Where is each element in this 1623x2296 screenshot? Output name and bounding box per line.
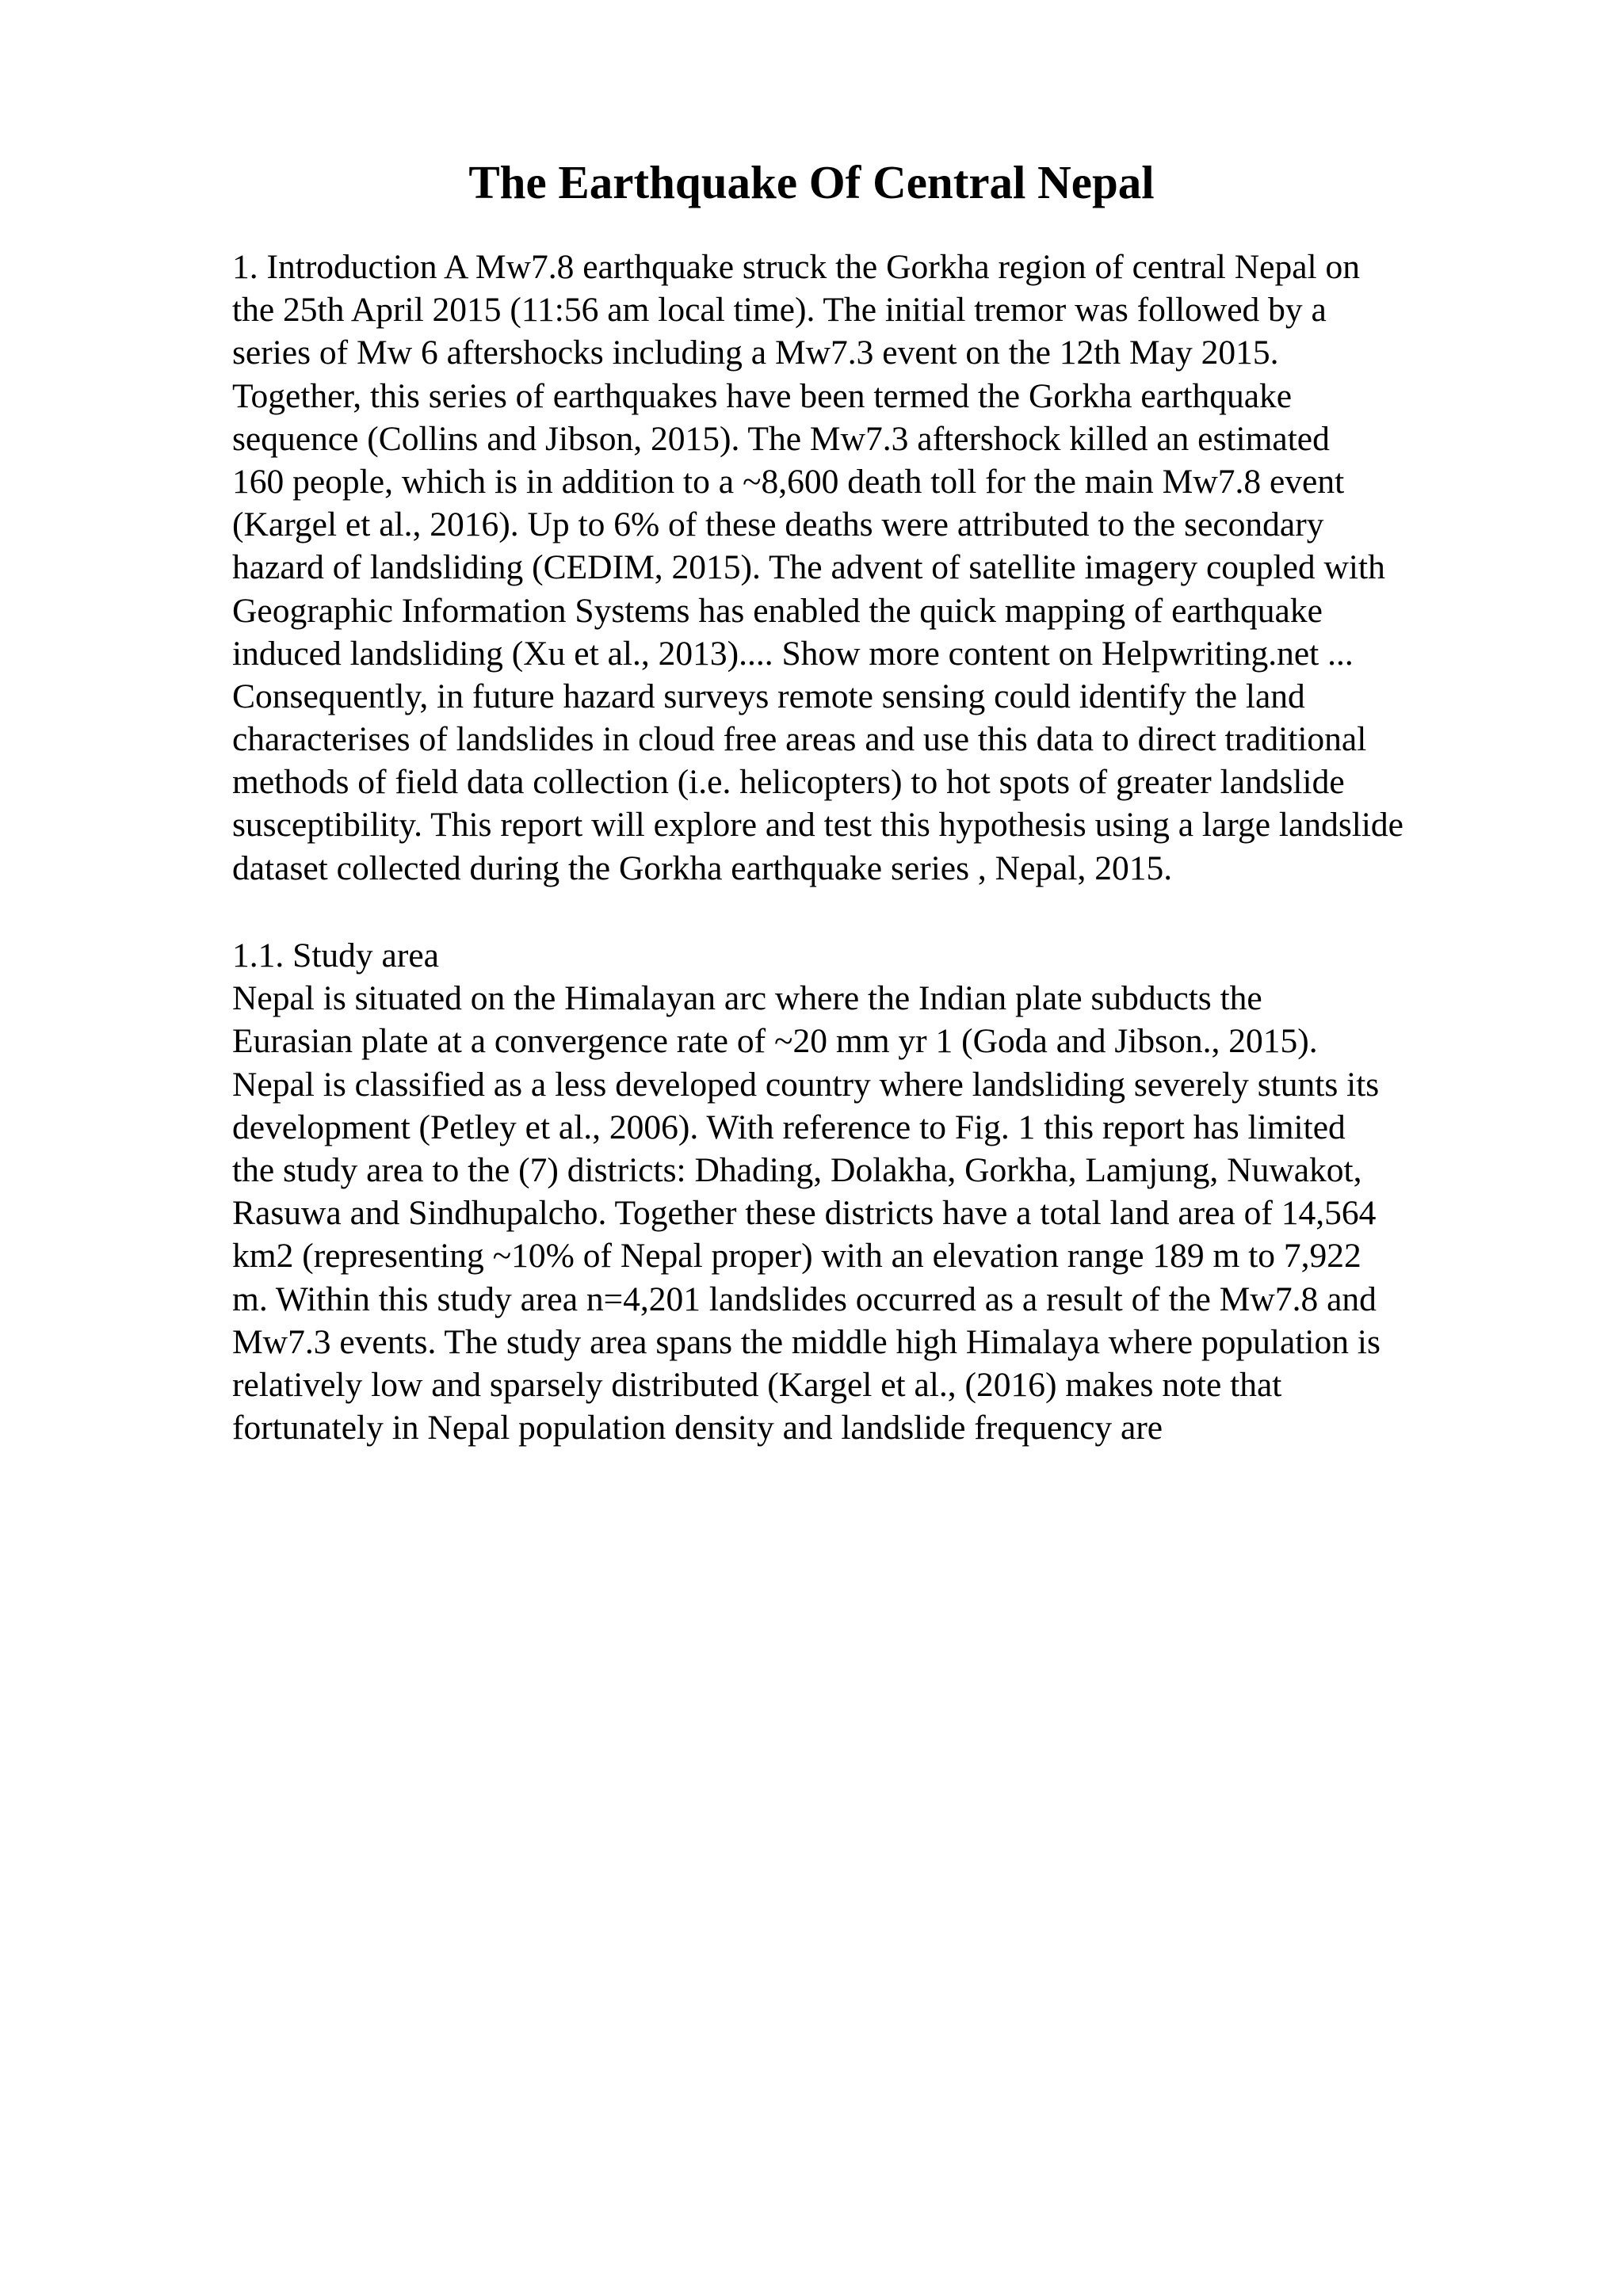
text-line: Nepal is classified as a less developed country where landsliding severely stunts its — [232, 1065, 1380, 1104]
text-line: Mw7.3 events. The study area spans the middle high Himalaya where population is — [232, 1322, 1381, 1361]
text-line: 160 people, which is in addition to a ~8,600 death toll for the main Mw7.8 event — [232, 462, 1345, 501]
text-line: Rasuwa and Sindhupalcho. Together these districts have a total land area of 14,564 — [232, 1194, 1377, 1233]
text-line: 1. Introduction A Mw7.8 earthquake struck the Gorkha region of central Nepal on — [232, 248, 1361, 286]
text-line: the 25th April 2015 (11:56 am local time). The initial tremor was followed by a — [232, 291, 1327, 330]
text-line: hazard of landsliding (CEDIM, 2015). The advent of satellite imagery coupled with — [232, 548, 1385, 587]
text-line: m. Within this study area n=4,201 landslides occurred as a result of the Mw7.8 and — [232, 1280, 1377, 1318]
text-line: km2 (representing ~10% of Nepal proper) with an elevation range 189 m to 7,922 — [232, 1237, 1361, 1276]
introduction-paragraph — [232, 246, 1403, 890]
text-line: (Kargel et al., 2016). Up to 6% of these deaths were attributed to the secondary — [232, 505, 1324, 544]
text-line: characterises of landslides in cloud free areas and use this data to direct traditional — [232, 720, 1367, 759]
text-line: the study area to the (7) districts: Dhading, Dolakha, Gorkha, Lamjung, Nuwakot, — [232, 1150, 1362, 1189]
text-line: development (Petley et al., 2006). With reference to Fig. 1 this report has limited — [232, 1108, 1346, 1146]
text-line: susceptibility. This report will explore and test this hypothesis using a large landslide — [232, 806, 1403, 845]
text-line: sequence (Collins and Jibson, 2015). The Mw7.3 aftershock killed an estimated — [232, 419, 1330, 458]
text-line: dataset collected during the Gorkha earthquake series , Nepal, 2015. — [232, 849, 1173, 887]
text-line: Eurasian plate at a convergence rate of ~20 mm yr 1 (Goda and Jibson., 2015). — [232, 1022, 1318, 1061]
text-line: Consequently, in future hazard surveys remote sensing could identify the land — [232, 677, 1305, 715]
text-line: methods of field data collection (i.e. helicopters) to hot spots of greater landslide — [232, 763, 1345, 802]
text-line: series of Mw 6 aftershocks including a Mw7.3 event on the 12th May 2015. — [232, 334, 1279, 372]
text-line: Geographic Information Systems has enabled the quick mapping of earthquake — [232, 591, 1323, 630]
text-line: relatively low and sparsely distributed (Kargel et al., (2016) makes note that — [232, 1365, 1282, 1404]
study-area-section — [232, 934, 1381, 1449]
document-title: The Earthquake Of Central Nepal — [468, 156, 1155, 208]
text-line: fortunately in Nepal population density and landslide frequency are — [232, 1409, 1163, 1447]
text-line: Together, this series of earthquakes have been termed the Gorkha earthquake — [232, 376, 1293, 415]
section-heading: 1.1. Study area — [232, 936, 439, 974]
text-line: Nepal is situated on the Himalayan arc where the Indian plate subducts the — [232, 979, 1262, 1018]
text-line: induced landsliding (Xu et al., 2013).... Show more content on Helpwriting.net ... — [232, 634, 1354, 673]
